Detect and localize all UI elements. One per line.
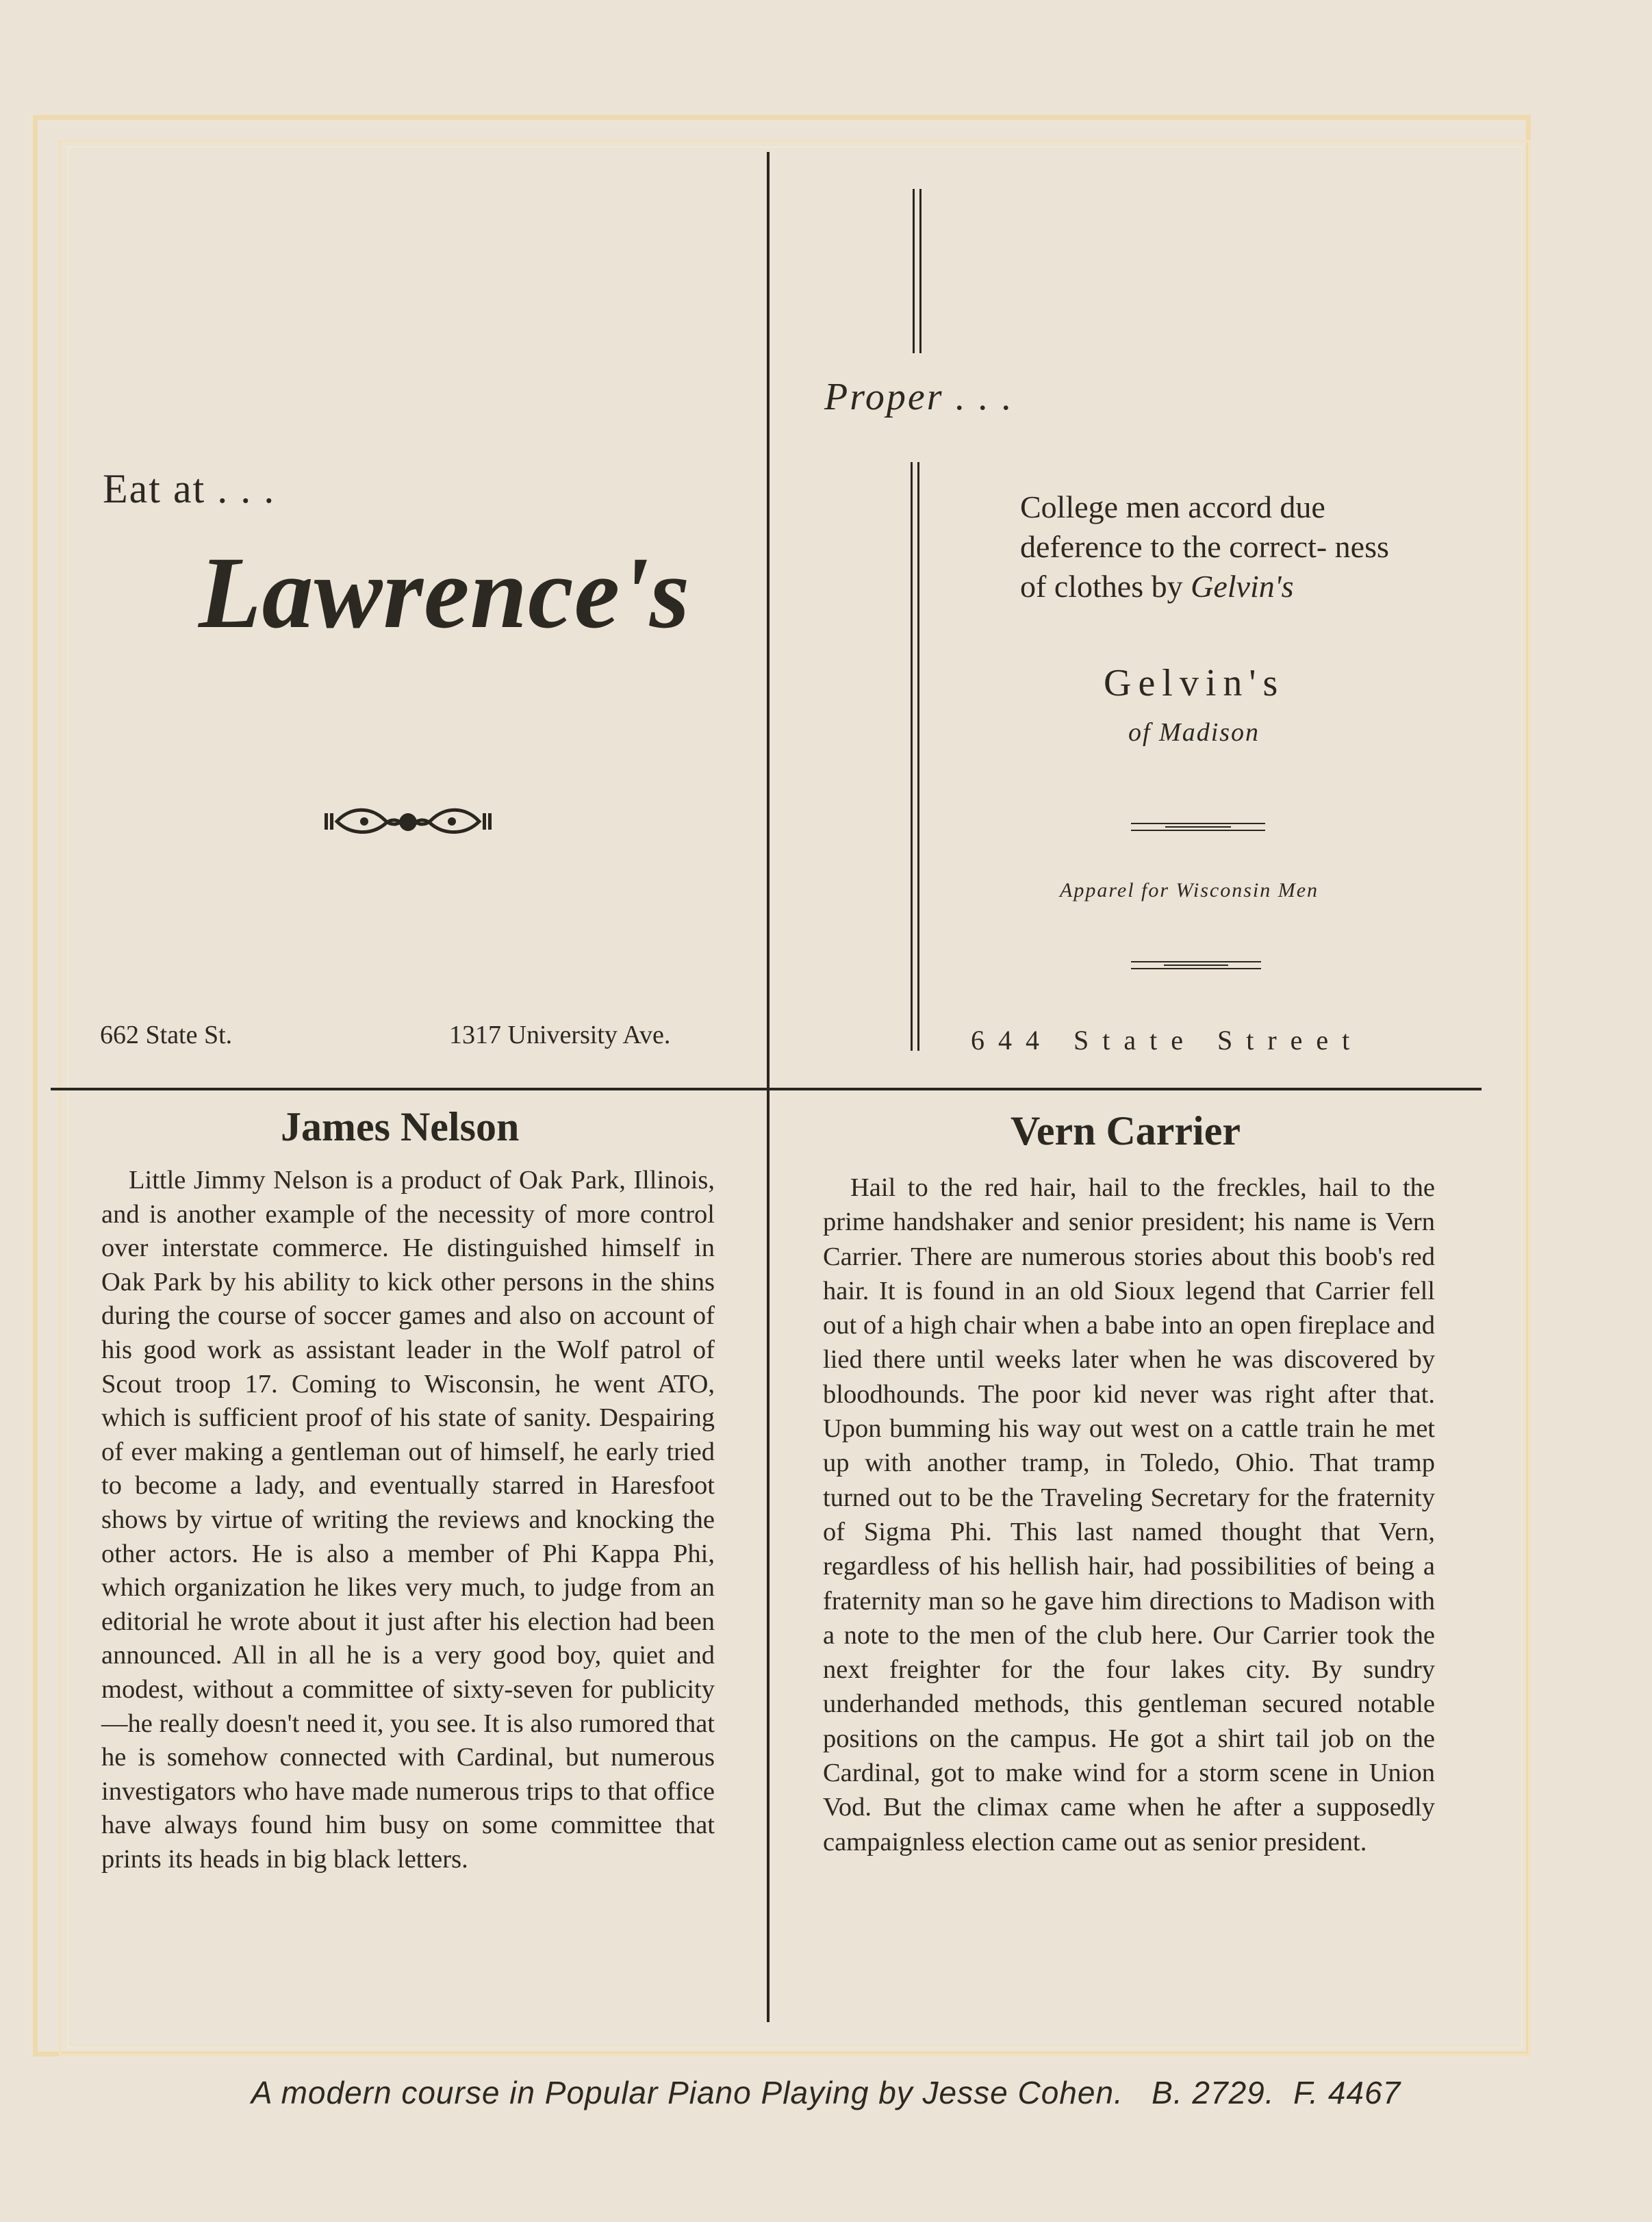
address-state-st: 662 State St. bbox=[100, 1021, 233, 1049]
restaurant-name: Lawrence's bbox=[199, 536, 691, 650]
horizontal-section-rule bbox=[51, 1088, 1482, 1090]
ad-body-brand: Gelvin's bbox=[1191, 569, 1294, 604]
ad-intro: Eat at . . . bbox=[103, 466, 276, 511]
address-university-ave: 1317 University Ave. bbox=[449, 1021, 671, 1049]
store-address: 644 State Street bbox=[971, 1025, 1364, 1056]
ad-heading: Proper . . . bbox=[824, 376, 1014, 418]
decorative-rule bbox=[919, 189, 922, 353]
article-title: James Nelson bbox=[281, 1104, 520, 1149]
store-name: Gelvin's bbox=[1104, 662, 1285, 704]
ad-body-text: College men accord due deference to the correct- ness of clothes by bbox=[1020, 489, 1389, 604]
double-rule-divider bbox=[1131, 823, 1265, 831]
flourish-ornament-icon bbox=[323, 801, 493, 842]
ad-tagline: Apparel for Wisconsin Men bbox=[1060, 879, 1319, 902]
article-body bbox=[101, 1164, 715, 1876]
article-title: Vern Carrier bbox=[1011, 1108, 1241, 1153]
center-column-rule bbox=[767, 152, 770, 2022]
ad-body bbox=[1020, 487, 1403, 606]
article-body bbox=[823, 1171, 1435, 1859]
decorative-rule bbox=[917, 462, 919, 1051]
article-paragraph: Hail to the red hair, hail to the freckles, hail to the prime handshaker and senior president; his name is Vern Carrier. There are numerous stories about this boob's red hair. It is found in an old Sioux legend that Carrier fell out of a high chair when a babe into an open fireplace and lied there until weeks later when he was discovered by bloodhounds. The poor kid never was right after that. Upon bumming his way out west on a cattle train he met up with another tramp, in Toledo, Ohio. That tramp turned out to be the Traveling Secretary for the fraternity of Sigma Phi. This last named thought that Vern, regardless of his hellish hair, had possibilities of being a fraternity man so he gave him directions to Madison with a note to the men of the club here. Our Carrier took the next freighter for the four lakes city. By sundry underhanded methods, this gentleman secured notable positions on the campus. He got a shirt tail job on the Cardinal, got to make wind for a storm scene in Union Vod. But the climax came when he after a supposedly campaignless election came out as senior president. bbox=[823, 1173, 1435, 1856]
article-paragraph: Little Jimmy Nelson is a product of Oak Park, Illinois, and is another example of the necessity of more control over interstate commerce. He distinguished himself in Oak Park by his ability to kick other persons in the shins during the course of soccer games and also on account of his good work as assistant leader in the Wolf patrol of Scout troop 17. Coming to Wisconsin, he went ATO, which is sufficient proof of his state of sanity. Despairing of ever making a gentleman out of himself, he early tried to become a lady, and eventually starred in Haresfoot shows by virtue of writing the reviews and knocking the other actors. He is also a member of Phi Kappa Phi, which organization he likes very much, to judge from an editorial he wrote about it just after his election had been announced. All in all he is a very good boy, quiet and modest, without a committee of sixty-seven for publicity—he really doesn't need it, you see. It is also rumored that he is somehow connected with Cardinal, but numerous investigators who have made numerous trips to that office have always found him busy on some committee that prints its heads in big black letters. bbox=[101, 1166, 715, 1874]
store-location: of Madison bbox=[1128, 718, 1260, 747]
decorative-rule bbox=[913, 189, 915, 353]
decorative-rule bbox=[911, 462, 913, 1051]
page-footer-note: A modern course in Popular Piano Playing by Jesse Cohen. B. 2729. F. 4467 bbox=[251, 2075, 1401, 2110]
double-rule-divider bbox=[1131, 961, 1261, 969]
